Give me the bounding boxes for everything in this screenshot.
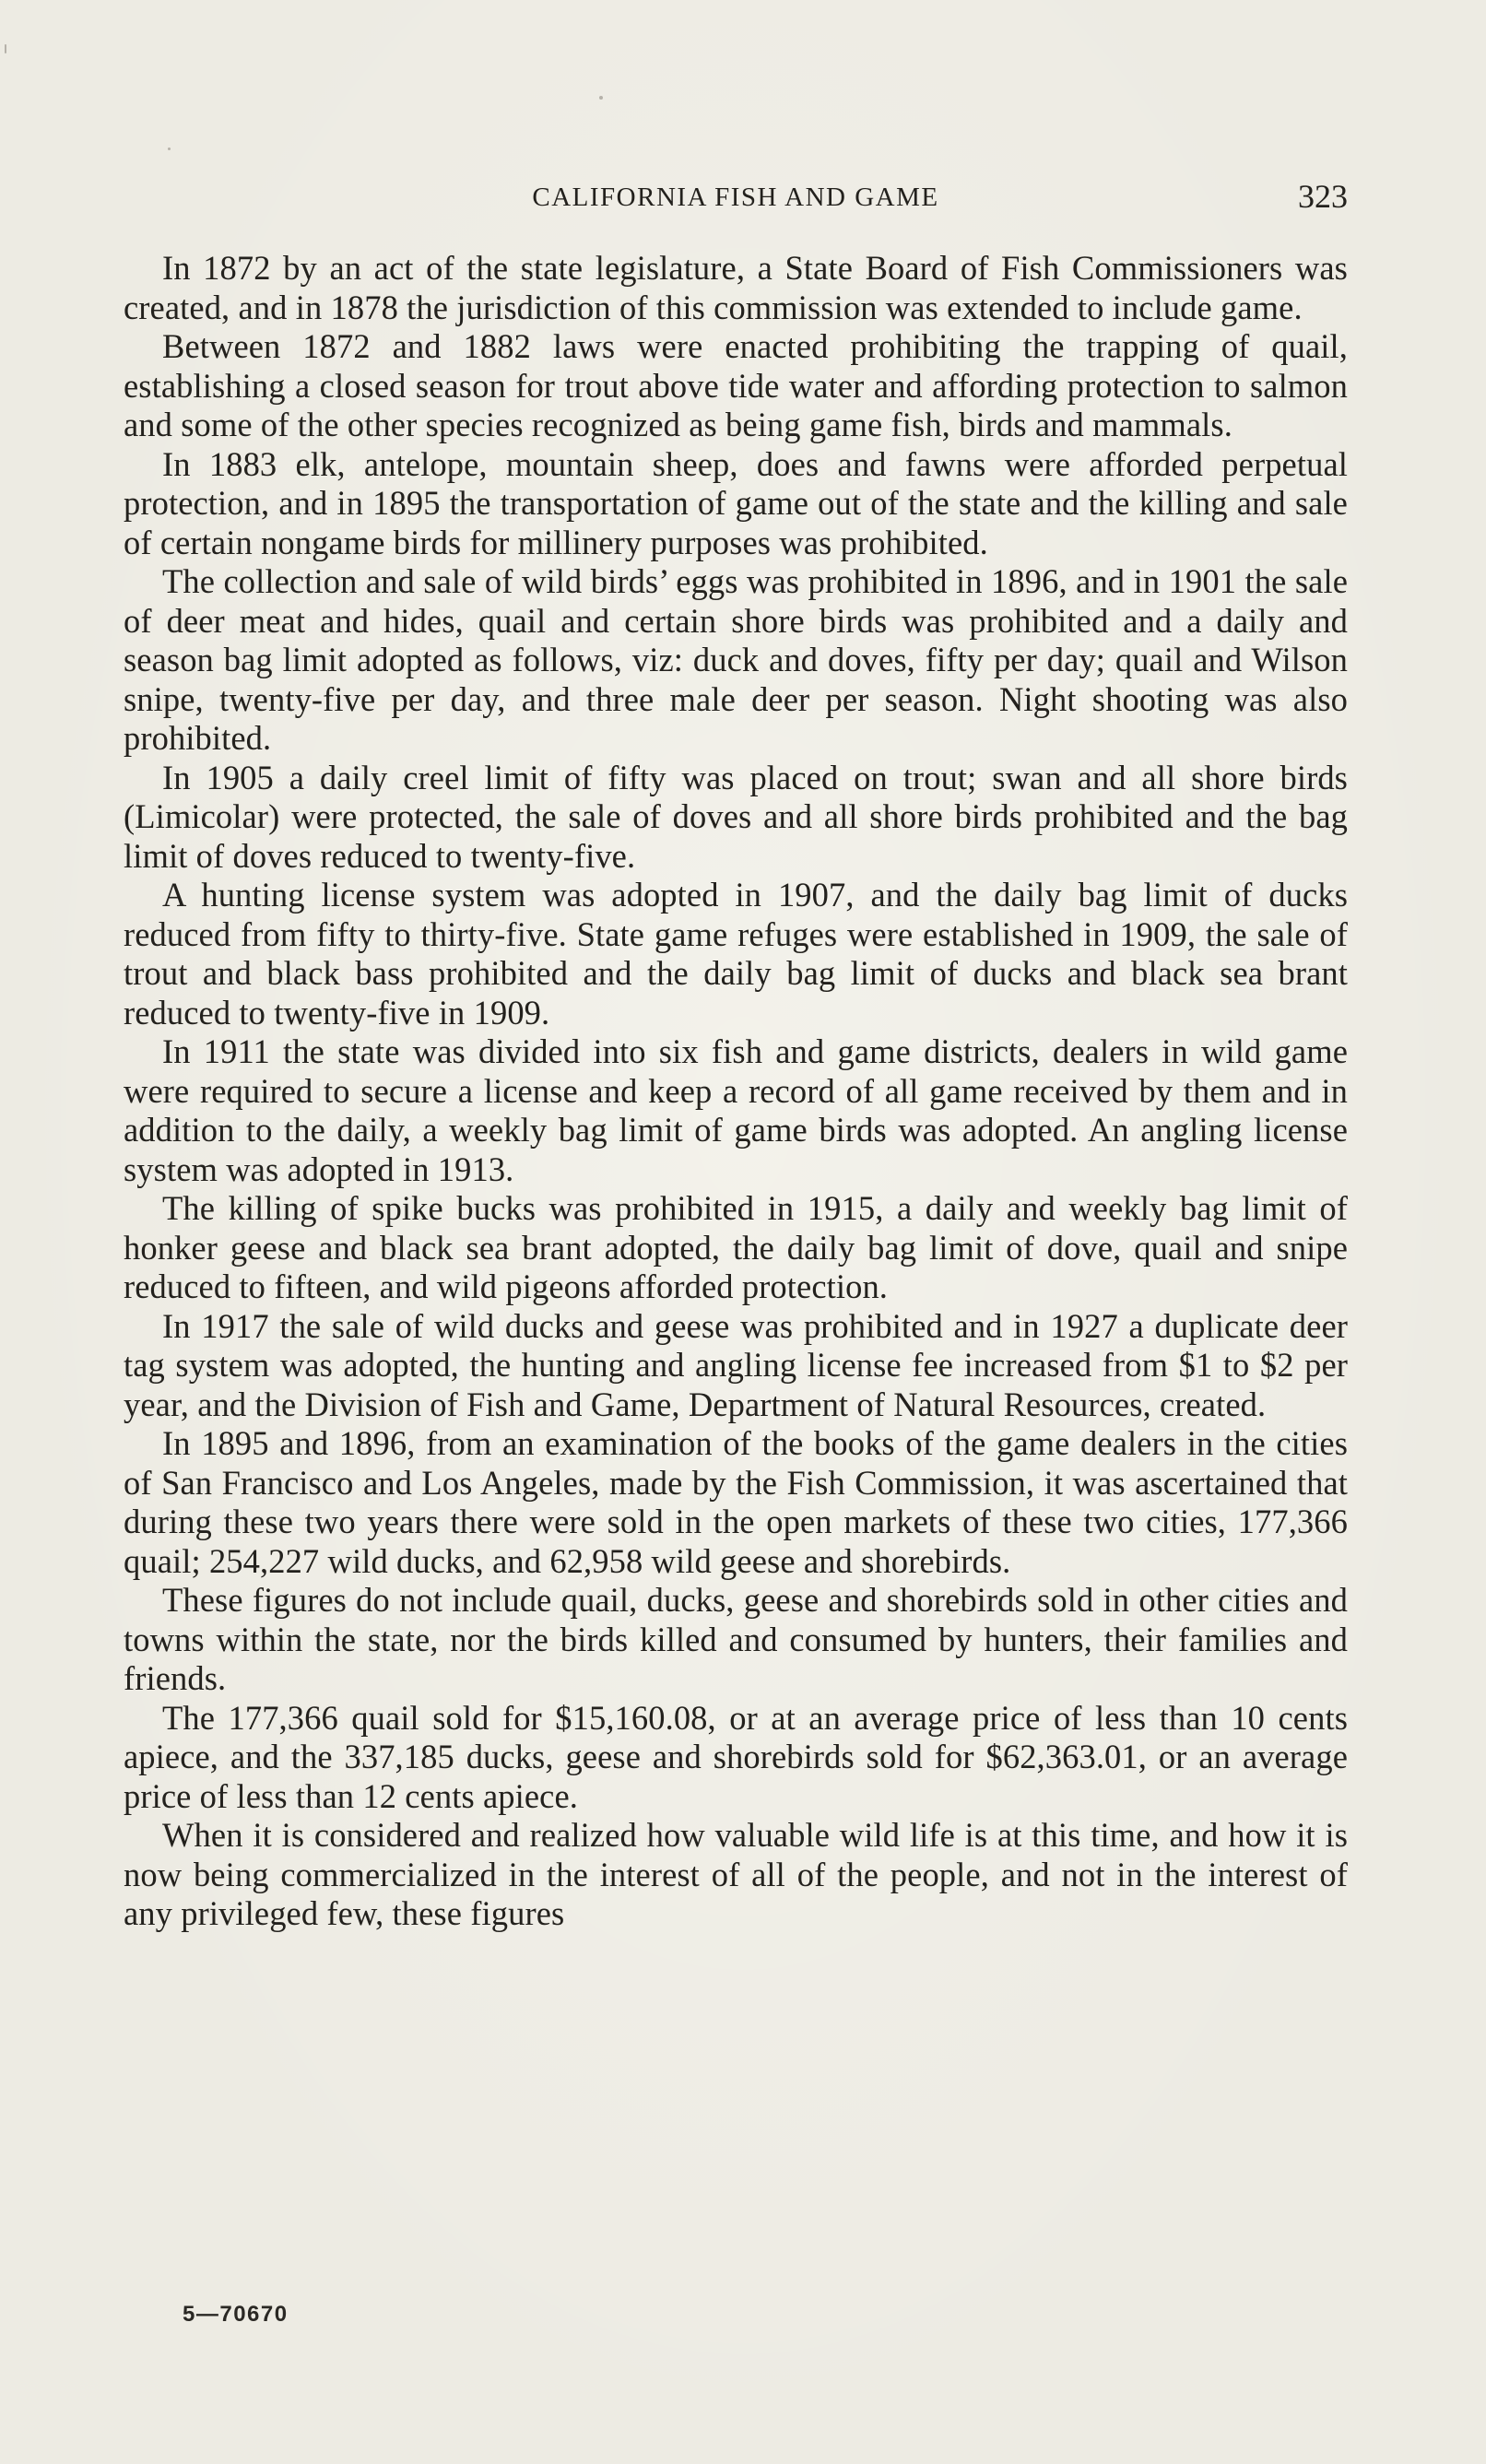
paragraph: In 1905 a daily creel limit of fifty was placed on trout; swan and all shore birds (Limicolar) were protected, the sale of doves and all shore birds prohibited and the bag limit of doves reduced to twenty-five. — [124, 758, 1348, 875]
paragraph: Between 1872 and 1882 laws were enacted prohibiting the trapping of quail, establishing a closed season for trout above tide water and affording protection to salmon and some of the other species recognized as being game fish, birds and mammals. — [124, 327, 1348, 443]
body-text — [124, 249, 1348, 1934]
paragraph: In 1895 and 1896, from an examination of the books of the game dealers in the cities of San Francisco and Los Angeles, made by the Fish Commission, it was ascertained that during these two years there were sold in the open markets of these two cities, 177,366 quail; 254,227 wild ducks, and 62,958 wild geese and shorebirds. — [124, 1424, 1348, 1580]
paragraph: In 1883 elk, antelope, mountain sheep, does and fawns were afforded perpetual protection, and in 1895 the transportation of game out of the state and the killing and sale of certain nongame birds for millinery purposes was prohibited. — [124, 444, 1348, 561]
paragraph: In 1911 the state was divided into six fish and game districts, dealers in wild game were required to secure a license and keep a record of all game received by them and in addition to the daily, a weekly bag limit of game birds was adopted. An angling license system was adopted in 1913. — [124, 1032, 1348, 1188]
paragraph: The collection and sale of wild birds’ eggs was prohibited in 1896, and in 1901 the sale of deer meat and hides, quail and certain shore birds was prohibited and a daily and season bag limit adopted as follows, viz: duck and doves, fifty per day; quail and Wilson snipe, twenty-five per day, and three male deer per season. Night shooting was also prohibited. — [124, 562, 1348, 757]
paper-speck — [168, 147, 171, 150]
page-number: 323 — [1298, 178, 1348, 215]
paragraph: These figures do not include quail, ducks, geese and shorebirds sold in other cities and towns within the state, nor the birds killed and consumed by hunters, their families and friends. — [124, 1581, 1348, 1697]
running-head — [124, 177, 1348, 218]
paragraph: In 1917 the sale of wild ducks and geese was prohibited and in 1927 a duplicate deer tag system was adopted, the hunting and angling license fee increased from $1 to $2 per year, and the Division of Fish and Game, Department of Natural Resources, created. — [124, 1306, 1348, 1423]
paragraph: A hunting license system was adopted in 1907, and the daily bag limit of ducks reduced from fifty to thirty-five. State game refuges were established in 1909, the sale of trout and black bass prohibited and the daily bag limit of ducks and black sea brant reduced to twenty-five in 1909. — [124, 876, 1348, 1032]
printer-signature-mark: 5—70670 — [183, 2302, 289, 2327]
running-title: CALIFORNIA FISH AND GAME — [532, 183, 939, 212]
paragraph: The 177,366 quail sold for $15,160.08, or at an average price of less than 10 cents apiece, and the 337,185 ducks, geese and shorebirds sold for $62,363.01, or an average price of less than 12 cents apiece. — [124, 1698, 1348, 1815]
paragraph: When it is considered and realized how valuable wild life is at this time, and how it is now being commercialized in the interest of all of the people, and not in the interest of any privileged few, these figures — [124, 1816, 1348, 1932]
paragraph: In 1872 by an act of the state legislature, a State Board of Fish Commissioners was created, and in 1878 the jurisdiction of this commission was extended to include game. — [124, 249, 1348, 326]
paragraph: The killing of spike bucks was prohibited in 1915, a daily and weekly bag limit of honker geese and black sea brant adopted, the daily bag limit of dove, quail and snipe reduced to fifteen, and wild pigeons afforded protection. — [124, 1189, 1348, 1305]
paper-speck — [5, 44, 6, 53]
paper-speck — [599, 96, 603, 100]
